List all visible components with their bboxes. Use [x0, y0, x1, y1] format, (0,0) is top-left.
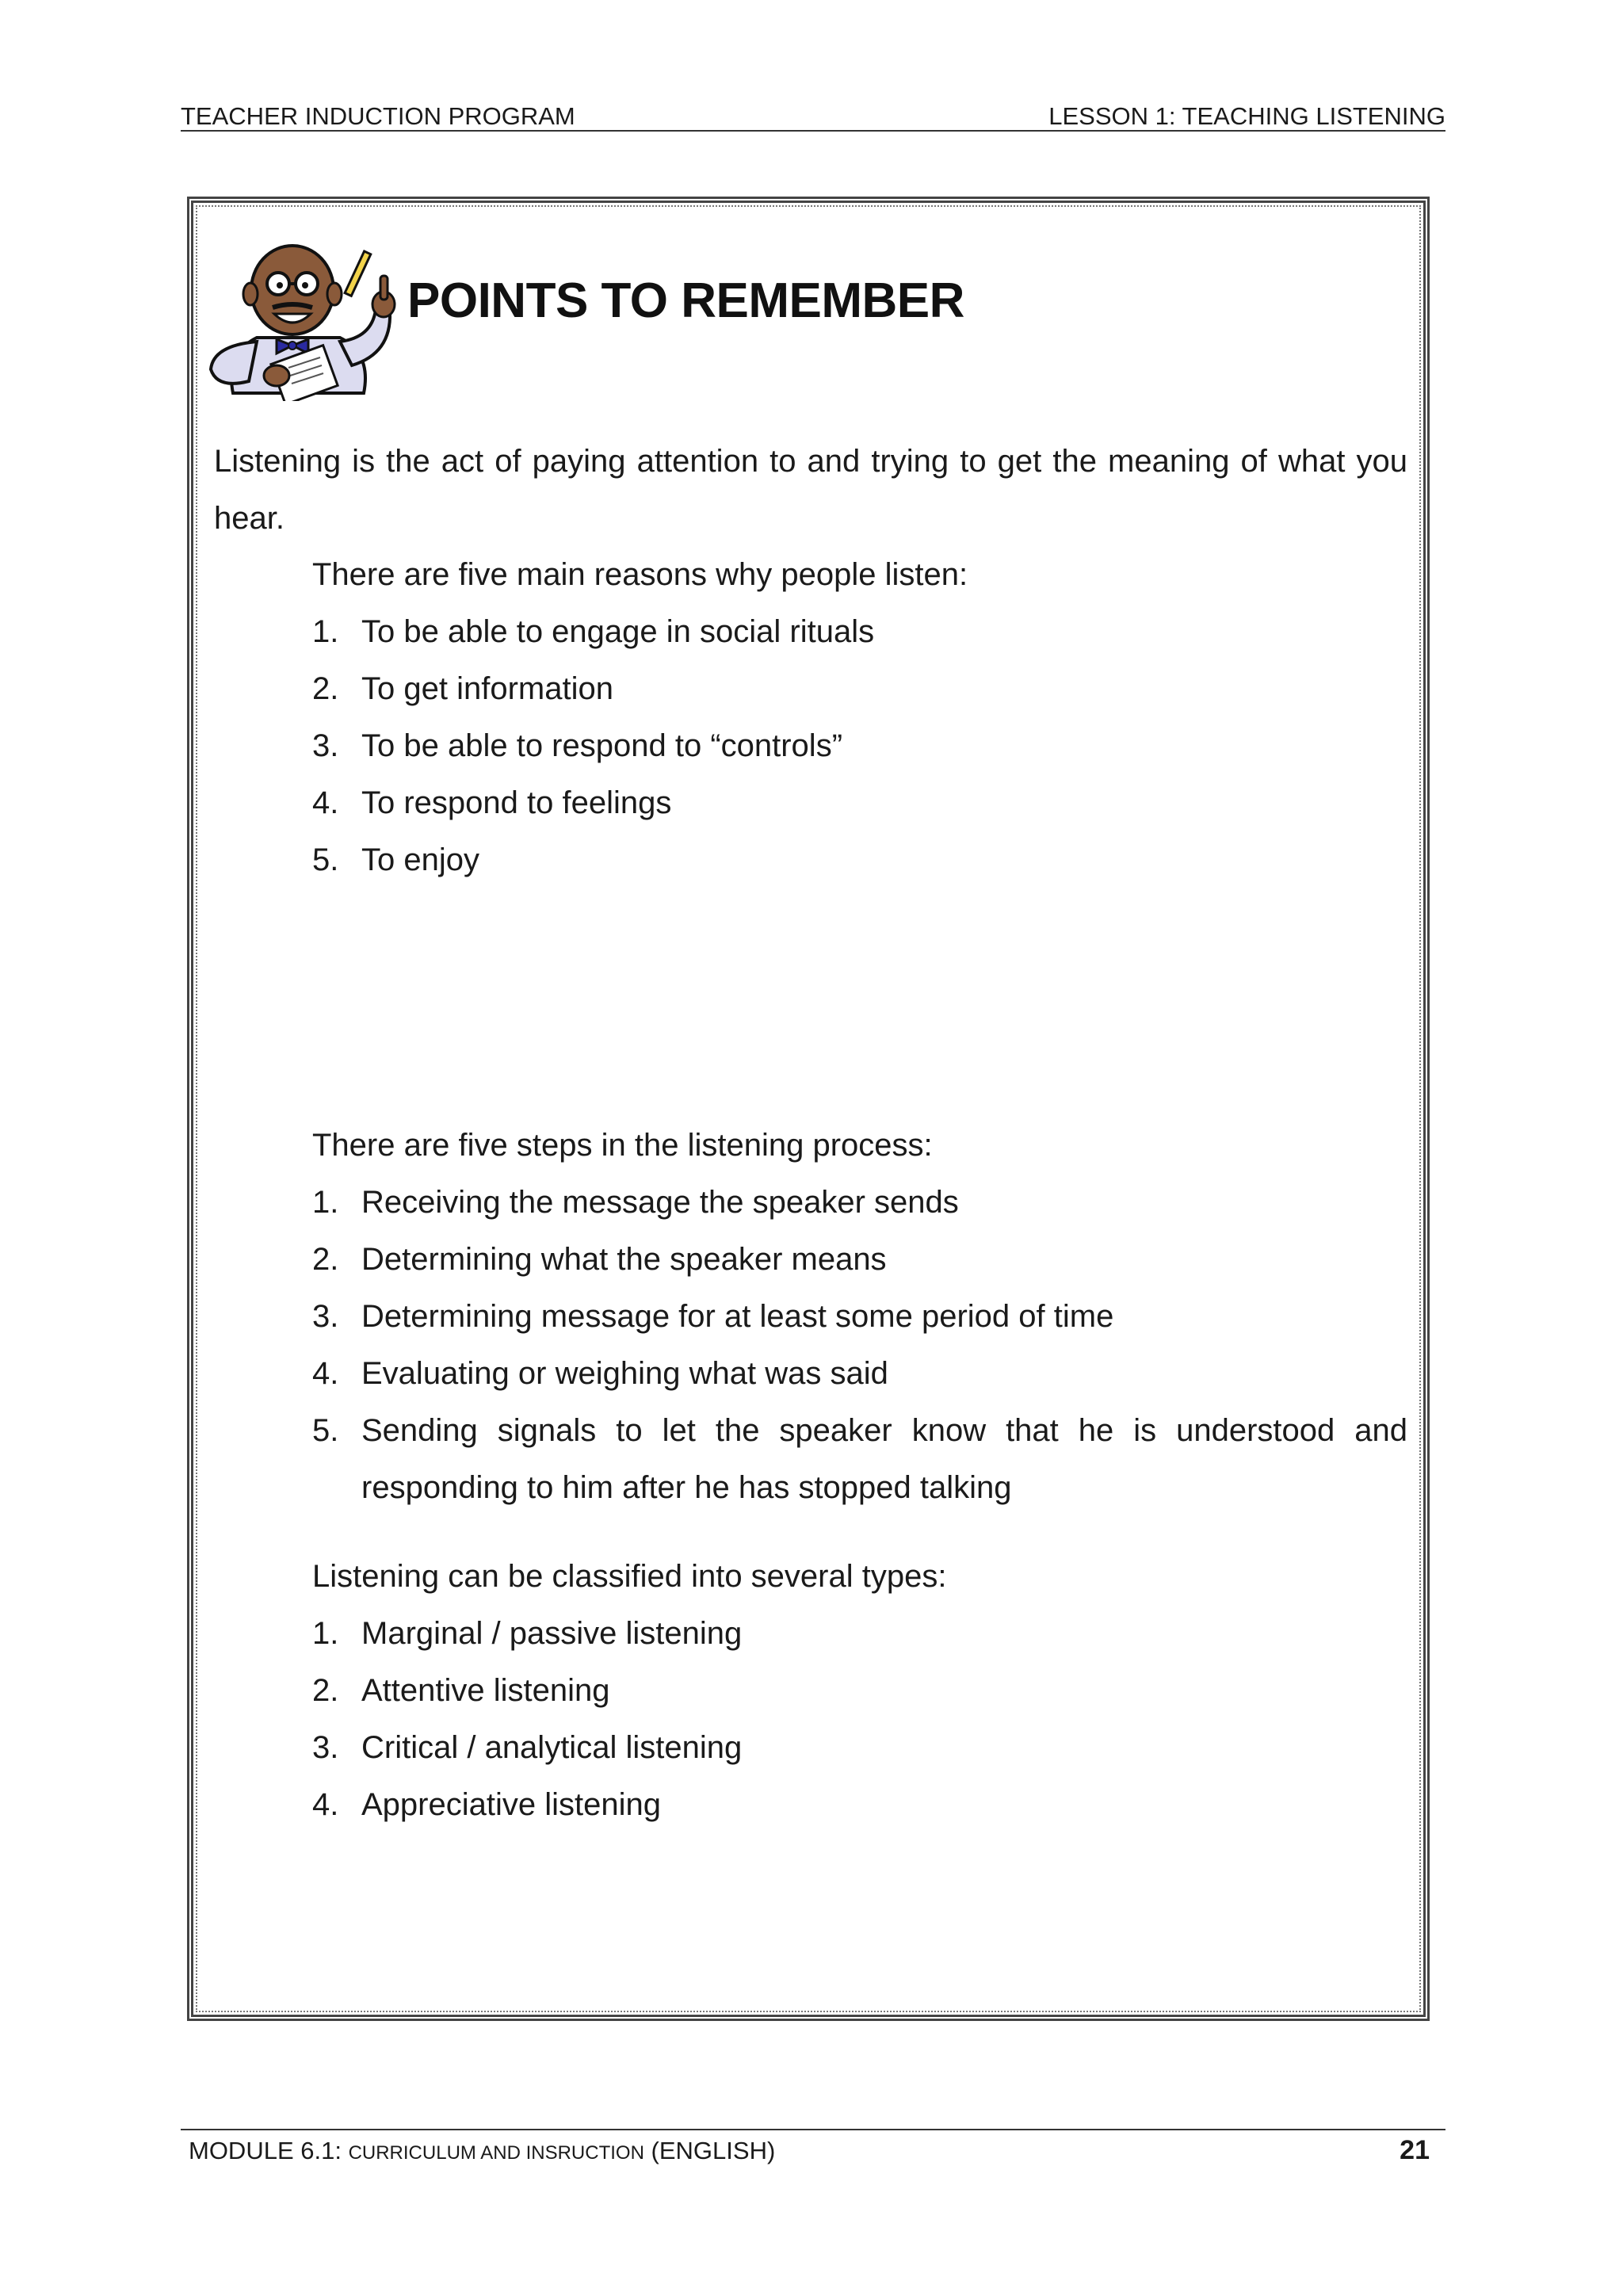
list-item: [312, 1776, 1407, 1833]
list-item-number: 1.: [312, 1616, 339, 1651]
list-item-text: Marginal / passive listening: [361, 1616, 743, 1651]
list-item-text: Receiving the message the speaker sends: [361, 1185, 959, 1220]
footer-subject: CURRICULUM AND INSRUCTION: [348, 2142, 644, 2164]
intro-paragraph: Listening is the act of paying attention to and trying to get the meaning of what you hear.: [214, 444, 1407, 536]
list-item: [312, 1719, 1407, 1776]
section-lead: There are five main reasons why people listen:: [312, 557, 968, 592]
list-item-number: 2.: [312, 1242, 339, 1277]
list-item-number: 5.: [312, 842, 339, 877]
page-footer: [181, 2129, 1445, 2170]
box-title: POINTS TO REMEMBER: [407, 273, 964, 328]
header-program-title: TEACHER INDUCTION PROGRAM: [181, 102, 575, 130]
list-item-text: Appreciative listening: [361, 1787, 661, 1822]
list-item-text: Sending signals to let the speaker know that he is understood and responding to him after he has stopped talking: [361, 1413, 1407, 1505]
list-item: [312, 603, 1407, 660]
steps-list: [312, 1174, 1407, 1516]
list-item-text: Determining message for at least some period of time: [361, 1299, 1114, 1334]
reasons-section: [312, 546, 1407, 888]
list-item: [312, 660, 1407, 717]
section-lead: Listening can be classified into several types:: [312, 1559, 947, 1594]
section-lead: There are five steps in the listening process:: [312, 1128, 933, 1163]
footer-language: (ENGLISH): [643, 2137, 776, 2164]
list-item-number: 5.: [312, 1413, 339, 1448]
list-item: [312, 1345, 1407, 1402]
list-item-text: To respond to feelings: [361, 785, 672, 820]
steps-section: [312, 1117, 1407, 1516]
list-item: [312, 717, 1407, 774]
list-item: [312, 1288, 1407, 1345]
list-item-text: To get information: [361, 671, 613, 706]
list-item-number: 1.: [312, 614, 339, 649]
types-list: [312, 1605, 1407, 1833]
list-item-number: 2.: [312, 1673, 339, 1708]
list-item-text: To be able to engage in social rituals: [361, 614, 875, 649]
list-item: [312, 1605, 1407, 1662]
list-item-number: 1.: [312, 1185, 339, 1220]
list-item-text: Critical / analytical listening: [361, 1730, 743, 1765]
list-item-number: 4.: [312, 1356, 339, 1391]
list-item-text: Determining what the speaker means: [361, 1242, 887, 1277]
list-item: [312, 1174, 1407, 1231]
footer-module-number: MODULE 6.1:: [189, 2137, 349, 2164]
page-number: 21: [1400, 2135, 1430, 2165]
list-item-number: 2.: [312, 671, 339, 706]
list-item-number: 4.: [312, 785, 339, 820]
list-item-number: 3.: [312, 1730, 339, 1765]
list-item: [312, 1402, 1407, 1516]
header-lesson-title: LESSON 1: TEACHING LISTENING: [1048, 102, 1445, 130]
list-item: [312, 1231, 1407, 1288]
list-item: [312, 1662, 1407, 1719]
page-header: [181, 94, 1445, 132]
types-section: [312, 1548, 1407, 1833]
list-item-number: 4.: [312, 1787, 339, 1822]
list-item: [312, 774, 1407, 831]
list-item-text: Attentive listening: [361, 1673, 610, 1708]
list-item-text: Evaluating or weighing what was said: [361, 1356, 888, 1391]
teacher-mascot-icon: [201, 235, 399, 401]
points-to-remember-box: [187, 197, 1430, 2021]
list-item-text: To enjoy: [361, 842, 479, 877]
reasons-list: [312, 603, 1407, 888]
list-item-number: 3.: [312, 728, 339, 763]
list-item-number: 3.: [312, 1299, 339, 1334]
list-item: [312, 831, 1407, 888]
list-item-text: To be able to respond to “controls”: [361, 728, 843, 763]
footer-module: [189, 2137, 775, 2165]
